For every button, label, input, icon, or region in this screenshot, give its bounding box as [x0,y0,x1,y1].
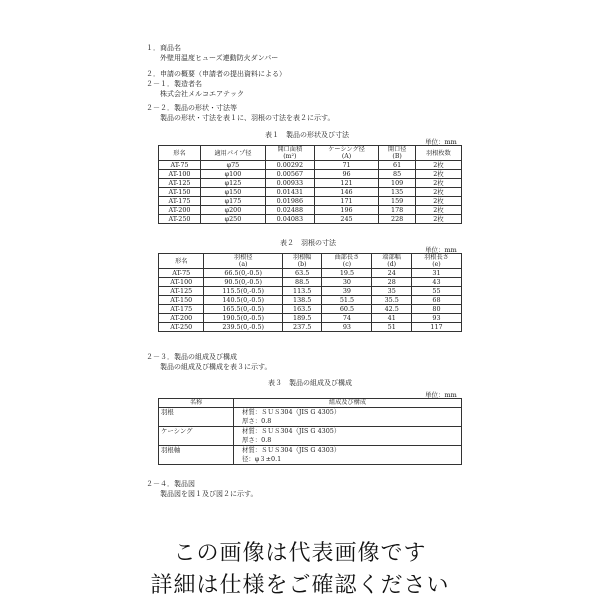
table-cell: 0.00567 [265,170,314,179]
table-row [159,215,462,224]
representative-image-notice: この画像は代表画像です [173,541,427,566]
column-header-sub: (a) [238,261,248,268]
table-1 [158,145,462,224]
table-cell: 159 [379,197,416,206]
column-header-label: 羽根径 [233,254,253,261]
column-header [282,254,322,269]
table-cell: 24 [372,269,412,278]
table-cell: φ200 [200,206,265,215]
table-cell: 196 [314,206,379,215]
table-cell: 19.5 [322,269,372,278]
table-cell: 28 [372,278,412,287]
section-2-1-heading: ２－１．製造者名 [146,80,202,88]
table-row [159,446,462,465]
table-cell: AT-250 [159,215,201,224]
table-row [159,161,462,170]
table-cell: 0.02488 [265,206,314,215]
column-header [200,146,265,161]
column-header-label: 羽根幅 [292,254,312,261]
table-cell: 85 [379,170,416,179]
table-cell: AT-175 [159,197,201,206]
column-header [379,146,416,161]
column-header [265,146,314,161]
column-header [411,254,461,269]
column-header [415,146,461,161]
table-cell: φ150 [200,188,265,197]
table-cell: 66.5(0,-0.5) [204,269,282,278]
column-header [159,254,204,269]
table-cell: 0.01986 [265,197,314,206]
component-name: ケーシング [159,427,234,446]
table-cell: φ125 [200,179,265,188]
table-cell: 0.00933 [265,179,314,188]
table-cell: 90.5(0,-0.5) [204,278,282,287]
table-row [159,188,462,197]
section-2-heading: ２．申請の概要（申請者の提出資料による） [146,70,286,78]
table-cell: 228 [379,215,416,224]
component-name: 羽根 [159,408,234,427]
table-cell: 0.04083 [265,215,314,224]
table-cell: 237.5 [282,323,322,332]
section-1-body: 外壁用温度ヒューズ連動防火ダンパー [160,54,279,62]
table-cell: 61 [379,161,416,170]
column-header [322,254,372,269]
table-cell: 31 [411,269,461,278]
column-header-sub: (m²) [283,153,297,160]
table-cell: 2枚 [415,197,461,206]
section-2-4-body: 製品図を図１及び図２に示す。 [160,490,258,498]
spec-line: 厚さ：0.8 [242,436,272,444]
component-spec [234,408,462,427]
table-2-unit: 単位：mm [425,246,457,254]
table-3 [158,398,462,465]
table-cell: 245 [314,215,379,224]
column-header-sub: (B) [392,153,402,160]
table-cell: 93 [411,314,461,323]
table-cell: 163.5 [282,305,322,314]
column-header: 組成及び構成 [234,399,462,408]
table-row [159,179,462,188]
table-row [159,170,462,179]
table-cell: AT-125 [159,287,204,296]
table-3-unit: 単位：mm [425,391,457,399]
table-row [159,287,462,296]
table-cell: AT-100 [159,278,204,287]
table-cell: 39 [322,287,372,296]
section-2-2-body: 製品の形状・寸法を表１に、羽根の寸法を表２に示す。 [160,114,335,122]
section-2-1-body: 株式会社メルコエアテック [160,90,244,98]
table-cell: 41 [372,314,412,323]
component-spec [234,427,462,446]
section-2-3-heading: ２－３．製品の組成及び構成 [146,353,237,361]
spec-line: 材質：ＳＵＳ304（JIS G 4305） [242,408,341,416]
section-2-4-heading: ２－４．製品図 [146,480,195,488]
table-cell: 189.5 [282,314,322,323]
column-header-label: 適用パイプ径 [214,149,252,157]
column-header-sub: (c) [342,261,352,268]
table-3-caption: 表３ 製品の組成及び構成 [268,379,352,387]
table-cell: 71 [314,161,379,170]
table-cell: 60.5 [322,305,372,314]
section-2-2-heading: ２－２．製品の形状・寸法等 [146,104,237,112]
spec-line: 材質：ＳＵＳ304（JIS G 4303） [242,446,341,454]
table-row [159,197,462,206]
table-cell: AT-75 [159,161,201,170]
table-cell: 74 [322,314,372,323]
table-cell: 63.5 [282,269,322,278]
table-row [159,269,462,278]
table-cell: 165.5(0,-0.5) [204,305,282,314]
column-header [314,146,379,161]
table-row [159,206,462,215]
table-cell: AT-125 [159,179,201,188]
column-header-label: 羽根枚数 [426,149,451,157]
column-header [159,146,201,161]
table-row [159,296,462,305]
table-cell: 115.5(0,-0.5) [204,287,282,296]
table-cell: 2枚 [415,206,461,215]
table-cell: 0.00292 [265,161,314,170]
column-header-sub: (A) [341,153,352,160]
column-header-label: 形名 [173,149,186,157]
table-cell: 2枚 [415,215,461,224]
table-cell: φ100 [200,170,265,179]
table-cell: 109 [379,179,416,188]
table-cell: 80 [411,305,461,314]
column-header-label: 形名 [175,257,188,265]
column-header-label: 開口面積 [277,146,303,153]
table-cell: φ175 [200,197,265,206]
table-row [159,314,462,323]
table-2 [158,253,462,332]
table-cell: 0.01431 [265,188,314,197]
table-cell: 2枚 [415,179,461,188]
column-header [372,254,412,269]
component-name: 羽根軸 [159,446,234,465]
column-header-label: 端部幅 [382,254,401,261]
table-cell: AT-100 [159,170,201,179]
table-cell: 88.5 [282,278,322,287]
table-cell: 43 [411,278,461,287]
table-1-unit: 単位：mm [425,138,457,146]
table-cell: 30 [322,278,372,287]
table-cell: 2枚 [415,161,461,170]
table-cell: 55 [411,287,461,296]
table-row [159,305,462,314]
column-header: 名称 [159,399,234,408]
table-cell: AT-150 [159,296,204,305]
spec-line: 材質：ＳＵＳ304（JIS G 4305） [242,427,341,435]
spec-line: 厚さ：0.8 [242,417,272,425]
table-cell: 42.5 [372,305,412,314]
table-cell: AT-150 [159,188,201,197]
column-header-sub: (e) [432,261,441,268]
table-cell: φ250 [200,215,265,224]
table-cell: 190.5(0,-0.5) [204,314,282,323]
column-header-label: 開口径 [387,146,407,153]
section-1-heading: １．商品名 [146,44,181,52]
column-header-sub: (b) [297,261,307,268]
table-cell: 135 [379,188,416,197]
column-header [204,254,282,269]
table-cell: 68 [411,296,461,305]
table-2-caption: 表２ 羽根の寸法 [280,239,336,247]
table-cell: 178 [379,206,416,215]
column-header-sub: (d) [387,261,397,268]
table-cell: 96 [314,170,379,179]
column-header-label: 曲部長さ [334,254,360,261]
table-cell: φ75 [200,161,265,170]
table-cell: 113.5 [282,287,322,296]
component-spec [234,446,462,465]
table-row [159,323,462,332]
table-cell: 146 [314,188,379,197]
table-cell: AT-250 [159,323,204,332]
table-cell: 2枚 [415,170,461,179]
table-cell: 239.5(0,-0.5) [204,323,282,332]
table-1-caption: 表１ 製品の形状及び寸法 [265,131,349,139]
section-2-3-body: 製品の組成及び構成を表３に示す。 [160,363,272,371]
table-cell: AT-175 [159,305,204,314]
table-cell: 2枚 [415,188,461,197]
table-cell: 51.5 [322,296,372,305]
table-cell: 121 [314,179,379,188]
table-cell: 35 [372,287,412,296]
table-cell: AT-200 [159,206,201,215]
column-header-label: ケーシング径 [328,146,365,153]
table-cell: 51 [372,323,412,332]
table-cell: 138.5 [282,296,322,305]
table-cell: AT-200 [159,314,204,323]
table-cell: 117 [411,323,461,332]
table-cell: 171 [314,197,379,206]
table-cell: 35.5 [372,296,412,305]
table-cell: 140.5(0,-0.5) [204,296,282,305]
check-specifications-notice: 詳細は仕様をご確認ください [150,573,450,598]
table-row [159,278,462,287]
spec-line: 径：φ３±0.1 [242,455,282,463]
table-row [159,408,462,427]
table-cell: 93 [322,323,372,332]
table-cell: AT-75 [159,269,204,278]
table-row [159,427,462,446]
column-header-label: 羽根長さ [424,254,449,261]
